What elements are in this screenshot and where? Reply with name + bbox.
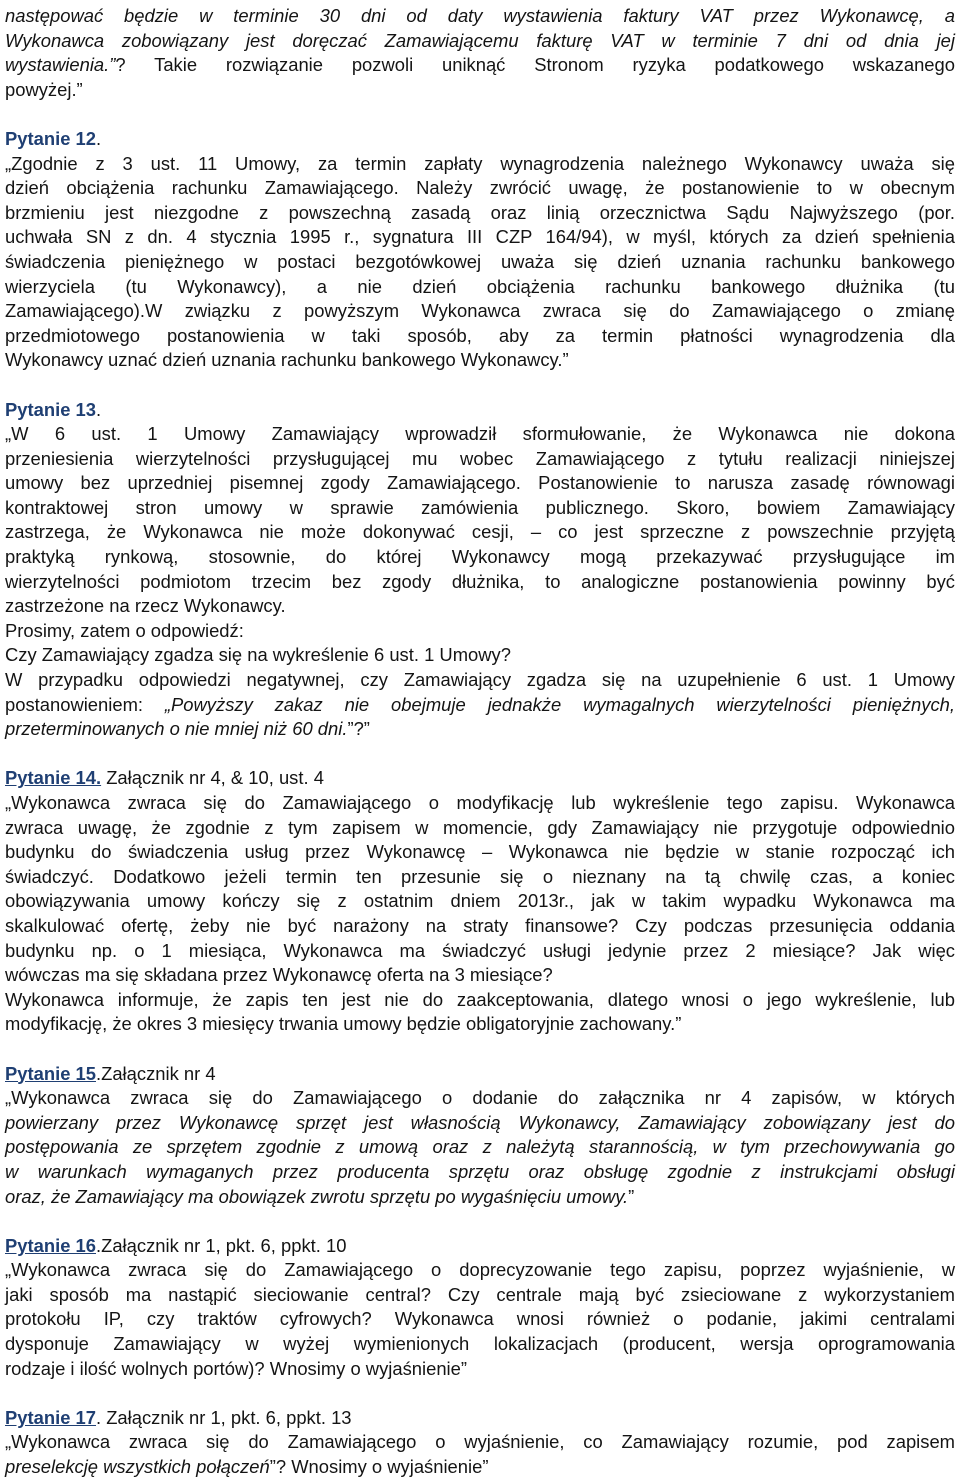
paragraph-line: powyżej.” xyxy=(5,78,83,100)
question-title-tail: .Załącznik nr 1, pkt. 6, ppkt. 10 xyxy=(95,1234,347,1256)
question-title-tail: . xyxy=(95,398,102,420)
question-title: Pytanie 14. xyxy=(5,767,102,789)
paragraph-line: wierzyciela (tu Wykonawcy), a nie dzień obciążenia rachunku bankowego dłużnika (tu xyxy=(5,275,955,297)
text-fragment: wystawienia.” xyxy=(5,54,116,76)
question-title: Pytanie 17 xyxy=(5,1406,96,1428)
text-fragment: preselekcję wszystkich połączeń xyxy=(5,1456,270,1478)
spacer xyxy=(5,1381,955,1406)
paragraph-line: dysponuje Zamawiający w wyżej wymienionych lokalizacjach (producent, wersja oprogramowania xyxy=(5,1333,955,1355)
paragraph-line: „Wykonawca zwraca się do Zamawiającego o doprecyzowanie tego zapisu, poprzez wyjaśnienie, w xyxy=(5,1259,955,1281)
question-title: Pytanie 12 xyxy=(5,127,96,149)
paragraph-line: Wykonawcy uznać dzień uznania rachunku bankowego Wykonawcy.” xyxy=(5,349,569,371)
document-page xyxy=(5,0,955,1480)
paragraph-line: w warunkach wymaganych przez producenta sprzętu oraz obsługę zgodnie z instrukcjami obsługi xyxy=(5,1160,955,1182)
paragraph-line: Zamawiającego).W związku z powyższym Wykonawca zwraca się do Zamawiającego o zmianę xyxy=(5,300,955,322)
paragraph-line xyxy=(5,53,955,78)
paragraph-line: modyfikację, że okres 3 miesięcy trwania umowy będzie obligatoryjnie zachowany.” xyxy=(5,1013,682,1035)
text-fragment: postanowieniem: xyxy=(5,693,165,715)
paragraph-line: następować będzie w terminie 30 dni od daty wystawienia faktury VAT przez Wykonawcę, a xyxy=(5,5,955,26)
spacer xyxy=(5,1037,955,1062)
paragraph-line: protokołu IP, czy traktów cyfrowych? Wykonawca wnosi również o podanie, jakimi centralami xyxy=(5,1308,955,1330)
text-fragment: ” xyxy=(628,1185,635,1207)
paragraph-line: zastrzega, że Wykonawca nie może dokonywać cesji, – co jest sprzeczne z powszechnie przyjętą xyxy=(5,521,955,543)
paragraph-line: wówczas ma się składana przez Wykonawcę oferta na 3 miesiące? xyxy=(5,964,553,986)
question-title-tail: Załącznik nr 4, & 10, ust. 4 xyxy=(101,767,324,789)
spacer xyxy=(5,1209,955,1234)
paragraph-line: Wykonawca zobowiązany jest doręczać Zamawiającemu fakturę VAT w terminie 7 dni od dnia jej xyxy=(5,29,955,51)
text-fragment: „Powyższy zakaz nie obejmuje jednakże wymagalnych wierzytelności pieniężnych, xyxy=(164,693,955,715)
paragraph-line: umowy bez uprzedniej pisemnej zgody Zamawiającego. Postanowienie to narusza zasadę równowagi xyxy=(5,472,955,494)
paragraph-line: „W 6 ust. 1 Umowy Zamawiający wprowadził sformułowanie, że Wykonawca nie dokona xyxy=(5,423,955,445)
paragraph-line: zwraca uwagę, że zgodnie z tym zapisem w momencie, gdy Zamawiający nie przygotuje odpowiednio xyxy=(5,816,955,838)
text-fragment: ”? Wnosimy o wyjaśnienie” xyxy=(269,1456,489,1478)
paragraph-line: jaki sposób ma nastąpić sieciowanie central? Czy centrale mają być zsieciowane z wykorzystaniem xyxy=(5,1283,955,1305)
question-heading xyxy=(5,766,955,791)
paragraph-line: W przypadku odpowiedzi negatywnej, czy Zamawiający zgadza się na uzupełnienie 6 ust. 1 Umowy xyxy=(5,669,955,691)
paragraph-line: „Wykonawca zwraca się do Zamawiającego o dodanie do załącznika nr 4 zapisów, w których xyxy=(5,1087,955,1109)
question-title-tail: . Załącznik nr 1, pkt. 6, ppkt. 13 xyxy=(95,1406,352,1428)
paragraph-line xyxy=(5,717,955,742)
paragraph-line: „Wykonawca zwraca się do Zamawiającego o modyfikację lub wykreślenie tego zapisu. Wykonawca xyxy=(5,792,955,813)
question-heading xyxy=(5,1234,955,1259)
paragraph-line: Prosimy, zatem o odpowiedź: xyxy=(5,619,244,641)
paragraph-line: obowiązywania umowy kończy się z ostatnim dniem 2013r., jak w takim wypadku Wykonawca ma xyxy=(5,890,955,912)
spacer xyxy=(5,373,955,398)
paragraph-line: przeniesienia wierzytelności przysługującej mu wobec Zamawiającego z tytułu realizacji niniejszej xyxy=(5,447,955,469)
question-title: Pytanie 16 xyxy=(5,1234,96,1256)
paragraph-line: wierzytelności podmiotom trzecim bez zgody dłużnika, to analogiczne postanowienia powinny być xyxy=(5,570,955,592)
question-title: Pytanie 15 xyxy=(5,1062,96,1084)
question-heading xyxy=(5,127,955,152)
paragraph-line xyxy=(5,1455,955,1480)
paragraph-line: Wykonawca informuje, że zapis ten jest nie do zaakceptowania, dlatego wnosi o jego wykreślenie, lub xyxy=(5,988,955,1010)
text-fragment: ? Takie rozwiązanie pozwoli uniknąć Stronom ryzyka podatkowego wskazanego xyxy=(115,54,955,76)
spacer xyxy=(5,102,955,127)
paragraph-line: skalkulować ofertę, żeby nie być narażony na straty finansowe? Czy podczas przesunięcia oddania xyxy=(5,914,955,936)
paragraph-line: zastrzeżone na rzecz Wykonawcy. xyxy=(5,595,286,617)
paragraph-line: rodzaje i ilość wolnych portów)? Wnosimy o wyjaśnienie” xyxy=(5,1357,467,1379)
text-fragment: przeterminowanych o nie mniej niż 60 dni. xyxy=(5,718,348,740)
paragraph-line: powierzany przez Wykonawcę sprzęt jest własnością Wykonawcy, Zamawiający zobowiązany jest do xyxy=(5,1111,955,1133)
paragraph-line: budynku do świadczenia usług przez Wykonawcę – Wykonawca nie będzie w stanie rozpocząć ich xyxy=(5,841,955,863)
paragraph-line xyxy=(5,693,955,718)
paragraph-line: świadczenia pieniężnego w postaci bezgotówkowej uważa się dzień uznania rachunku bankowego xyxy=(5,250,955,272)
paragraph-line: kontraktowej stron umowy w sprawie zamówienia publicznego. Skoro, bowiem Zamawiający xyxy=(5,496,955,518)
paragraph-line: przedmiotowego postanowienia w taki sposób, aby za termin płatności wynagrodzenia dla xyxy=(5,324,955,346)
paragraph-line: świadczyć. Dodatkowo jeżeli termin ten przesunie się o nieznany na tą chwilę czas, a koniec xyxy=(5,865,955,887)
question-heading xyxy=(5,398,955,423)
paragraph-line: „Wykonawca zwraca się do Zamawiającego o wyjaśnienie, co Zamawiający rozumie, pod zapisem xyxy=(5,1431,955,1453)
question-title: Pytanie 13 xyxy=(5,398,96,420)
paragraph-line: postępowania ze sprzętem zgodnie z umową oraz z należytą starannością, w tym przechowywania go xyxy=(5,1136,955,1158)
paragraph-line: praktyką rynkową, stosownie, do której Wykonawcy mogą przekazywać przysługujące im xyxy=(5,546,955,568)
paragraph-line: dzień obciążenia rachunku Zamawiającego. Należy zwrócić uwagę, że postanowienie to w obecnym xyxy=(5,177,955,199)
spacer xyxy=(5,742,955,767)
paragraph-line: „Zgodnie z 3 ust. 11 Umowy, za termin zapłaty wynagrodzenia należnego Wykonawcy uważa się xyxy=(5,152,955,174)
text-fragment: ”?” xyxy=(347,718,370,740)
text-fragment: oraz, że Zamawiający ma obowiązek zwrotu sprzętu po wygaśnięciu umowy. xyxy=(5,1185,629,1207)
question-heading xyxy=(5,1062,955,1087)
question-title-tail: .Załącznik nr 4 xyxy=(95,1062,216,1084)
paragraph-line: uchwała SN z dn. 4 stycznia 1995 r., sygnatura III CZP 164/94), w myśl, których za dzień spełnienia xyxy=(5,226,955,248)
question-heading xyxy=(5,1406,955,1431)
paragraph-line xyxy=(5,1185,955,1210)
paragraph-line: brzmieniu jest niezgodne z powszechną zasadą oraz linią orzecznictwa Sądu Najwyższego (por. xyxy=(5,201,955,223)
paragraph-line: budynku np. o 1 miesiąca, Wykonawca ma świadczyć usługi jedynie przez 2 miesiące? Jak więc xyxy=(5,939,955,961)
question-title-tail: . xyxy=(95,127,102,149)
paragraph-line: Czy Zamawiający zgadza się na wykreślenie 6 ust. 1 Umowy? xyxy=(5,644,511,666)
